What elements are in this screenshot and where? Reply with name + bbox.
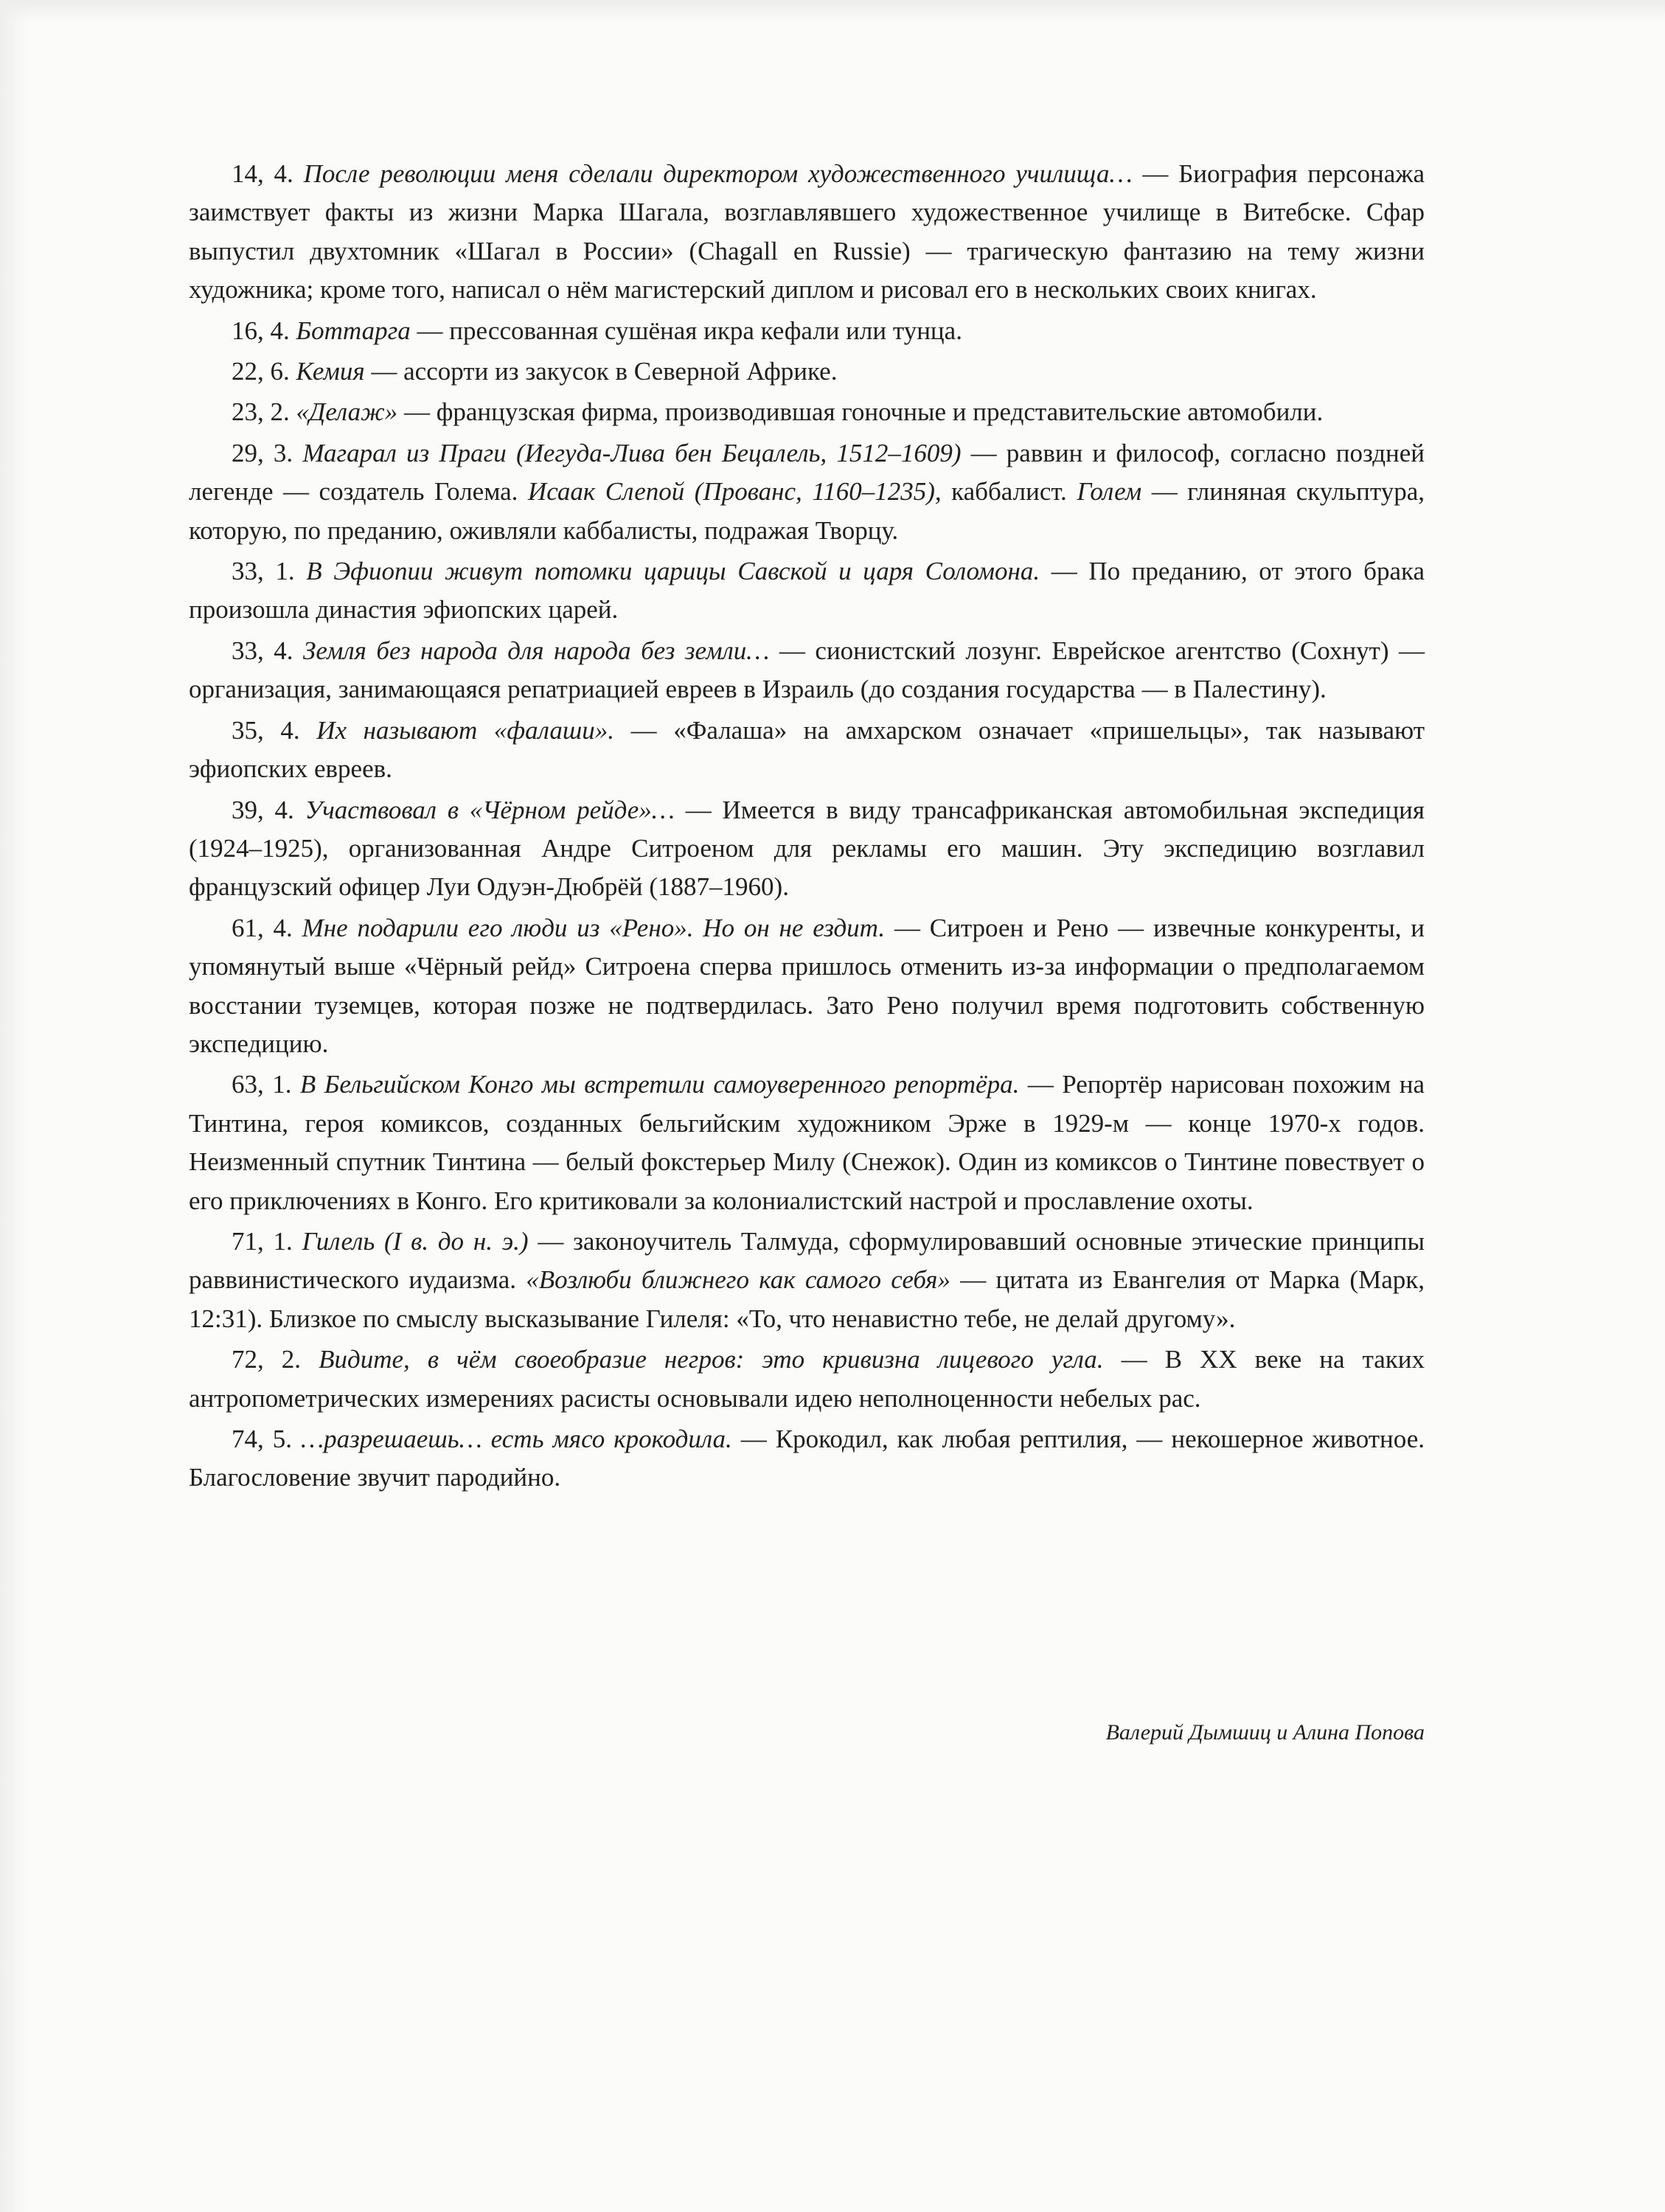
note-quote: Земля без народа для народа без земли… <box>303 636 770 665</box>
note-ref: 14, 4. <box>232 159 293 188</box>
note-33-4 <box>189 632 1425 709</box>
note-text: — Ситроен и Рено — извечные конкуренты, и упомянутый выше «Чёрный рейд» Ситроена сперва пришлось отменить из-за информации о предполагаемом восстании туземцев, которая позже не подтвердилась. Зато Рено получил время подготовить собственную экспедицию. <box>189 913 1425 1058</box>
note-quote: Видите, в чём своеобразие негров: это кривизна лицевого угла. <box>319 1345 1104 1374</box>
note-quote: «Делаж» <box>296 397 398 427</box>
note-quote: Голем <box>1077 477 1142 507</box>
note-text: — цитата из Евангелия от Марка (Марк, 12:31). Близкое по смыслу высказывание Гилеля: «То, что ненавистно тебе, не делай другому». <box>189 1265 1425 1333</box>
note-text: — глиняная скульптура, которую, по преданию, оживляли каббалисты, подражая Творцу. <box>189 477 1425 545</box>
note-ref: 23, 2. <box>232 397 290 427</box>
note-71-1 <box>189 1222 1425 1338</box>
notes-column <box>189 155 1425 1500</box>
note-quote: Мне подарили его люди из «Рено». Но он не ездит. <box>302 913 886 942</box>
note-ref: 33, 4. <box>232 636 293 665</box>
note-text: — По преданию, от этого брака произошла династия эфиопских царей. <box>189 557 1425 625</box>
note-text: — законоучитель Талмуда, сформулировавший основные этические принципы раввинистического иудаизма. <box>189 1226 1425 1295</box>
note-quote: После революции меня сделали директором художественного училища… <box>303 159 1133 188</box>
note-ref: 35, 4. <box>232 715 300 745</box>
note-22-6 <box>189 352 1425 391</box>
note-quote: …разрешаешь… есть мясо крокодила. <box>300 1425 732 1453</box>
note-23-2 <box>189 393 1425 431</box>
note-quote: Магарал из Праги (Иегуда-Лива бен Бецалель, 1512–1609) <box>302 438 962 467</box>
note-33-1 <box>189 552 1425 630</box>
note-ref: 29, 3. <box>232 438 293 467</box>
note-quote: В Эфиопии живут потомки царицы Савской и царя Соломона. <box>306 557 1040 586</box>
note-text: — Биография персонажа заимствует факты из жизни Марка Шагала, возглавлявшего художественное училище в Витебске. Сфар выпустил двухтомник «Шагал в России» (Chagall en Russie) — трагическую фантазию на тему жизни художника; кроме того, написал о нём магистерский диплом и рисовал его в нескольких своих книгах. <box>189 159 1425 305</box>
note-text: каббалист. <box>941 477 1077 507</box>
note-ref: 16, 4. <box>232 316 290 345</box>
note-61-4 <box>189 909 1425 1064</box>
note-72-2 <box>189 1340 1425 1418</box>
note-quote: Гилель (I в. до н. э.) <box>302 1226 529 1256</box>
note-ref: 72, 2. <box>232 1345 302 1374</box>
note-quote: Исаак Слепой (Прованс, 1160–1235), <box>527 477 942 507</box>
note-quote: Их называют «фалаши». <box>316 715 615 745</box>
note-14-4 <box>189 155 1425 310</box>
note-ref: 22, 6. <box>232 357 290 386</box>
note-text: — французская фирма, производившая гоночные и представительские автомобили. <box>397 397 1324 427</box>
page-binding-shadow <box>0 0 29 2212</box>
page-top-shadow <box>0 0 1665 22</box>
note-ref: 61, 4. <box>232 913 293 942</box>
note-ref: 71, 1. <box>232 1226 293 1256</box>
note-text: — «Фалаша» на амхарском означает «пришельцы», так называют эфиопских евреев. <box>189 715 1425 784</box>
note-29-3 <box>189 434 1425 550</box>
note-text: — прессованная сушёная икра кефали или тунца. <box>410 316 962 345</box>
note-text: — раввин и философ, согласно поздней легенде — создатель Голема. <box>189 438 1425 507</box>
note-ref: 74, 5. <box>232 1425 292 1453</box>
note-quote: Кемия <box>296 357 365 386</box>
note-text: — ассорти из закусок в Северной Африке. <box>364 357 838 386</box>
note-63-1 <box>189 1065 1425 1220</box>
note-quote: В Бельгийском Конго мы встретили самоуверенного репортёра. <box>299 1070 1020 1099</box>
note-74-5 <box>189 1420 1425 1498</box>
note-quote: Участвовал в «Чёрном рейде»… <box>305 795 675 824</box>
note-quote: Боттарга <box>296 316 411 345</box>
note-ref: 63, 1. <box>232 1070 292 1099</box>
note-text: — Имеется в виду трансафриканская автомобильная экспедиция (1924–1925), организованная Андре Ситроеном для рекламы его машин. Эту экспедицию возглавил французский офицер Луи Одуэн-Дюбрёй (1887–1960). <box>189 795 1425 902</box>
note-text: — сионистский лозунг. Еврейское агентство (Сохнут) — организация, занимающаяся репатриацией евреев в Израиль (до создания государства — в Палестину). <box>189 636 1425 704</box>
note-text: — В XX веке на таких антропометрических измерениях расисты основывали идею неполноценности небелых рас. <box>189 1345 1425 1413</box>
note-text: — Репортёр нарисован похожим на Тинтина, героя комиксов, созданных бельгийским художником Эрже в 1929-м — конце 1970-х годов. Неизменный спутник Тинтина — белый фокстерьер Милу (Снежок). Один из комиксов о Тинтине повествует о его приключениях в Конго. Его критиковали за колониалистский настрой и прославление охоты. <box>189 1070 1425 1215</box>
note-35-4 <box>189 712 1425 789</box>
note-39-4 <box>189 791 1425 907</box>
note-16-4 <box>189 312 1425 350</box>
note-ref: 33, 1. <box>232 557 295 586</box>
note-quote: «Возлюби ближнего как самого себя» <box>526 1265 950 1295</box>
note-ref: 39, 4. <box>232 795 294 824</box>
note-text: — Крокодил, как любая рептилия, — некошерное животное. Благословение звучит пародийно. <box>189 1425 1425 1492</box>
authors-signature: Валерий Дымшиц и Алина Попова <box>1105 1720 1425 1745</box>
